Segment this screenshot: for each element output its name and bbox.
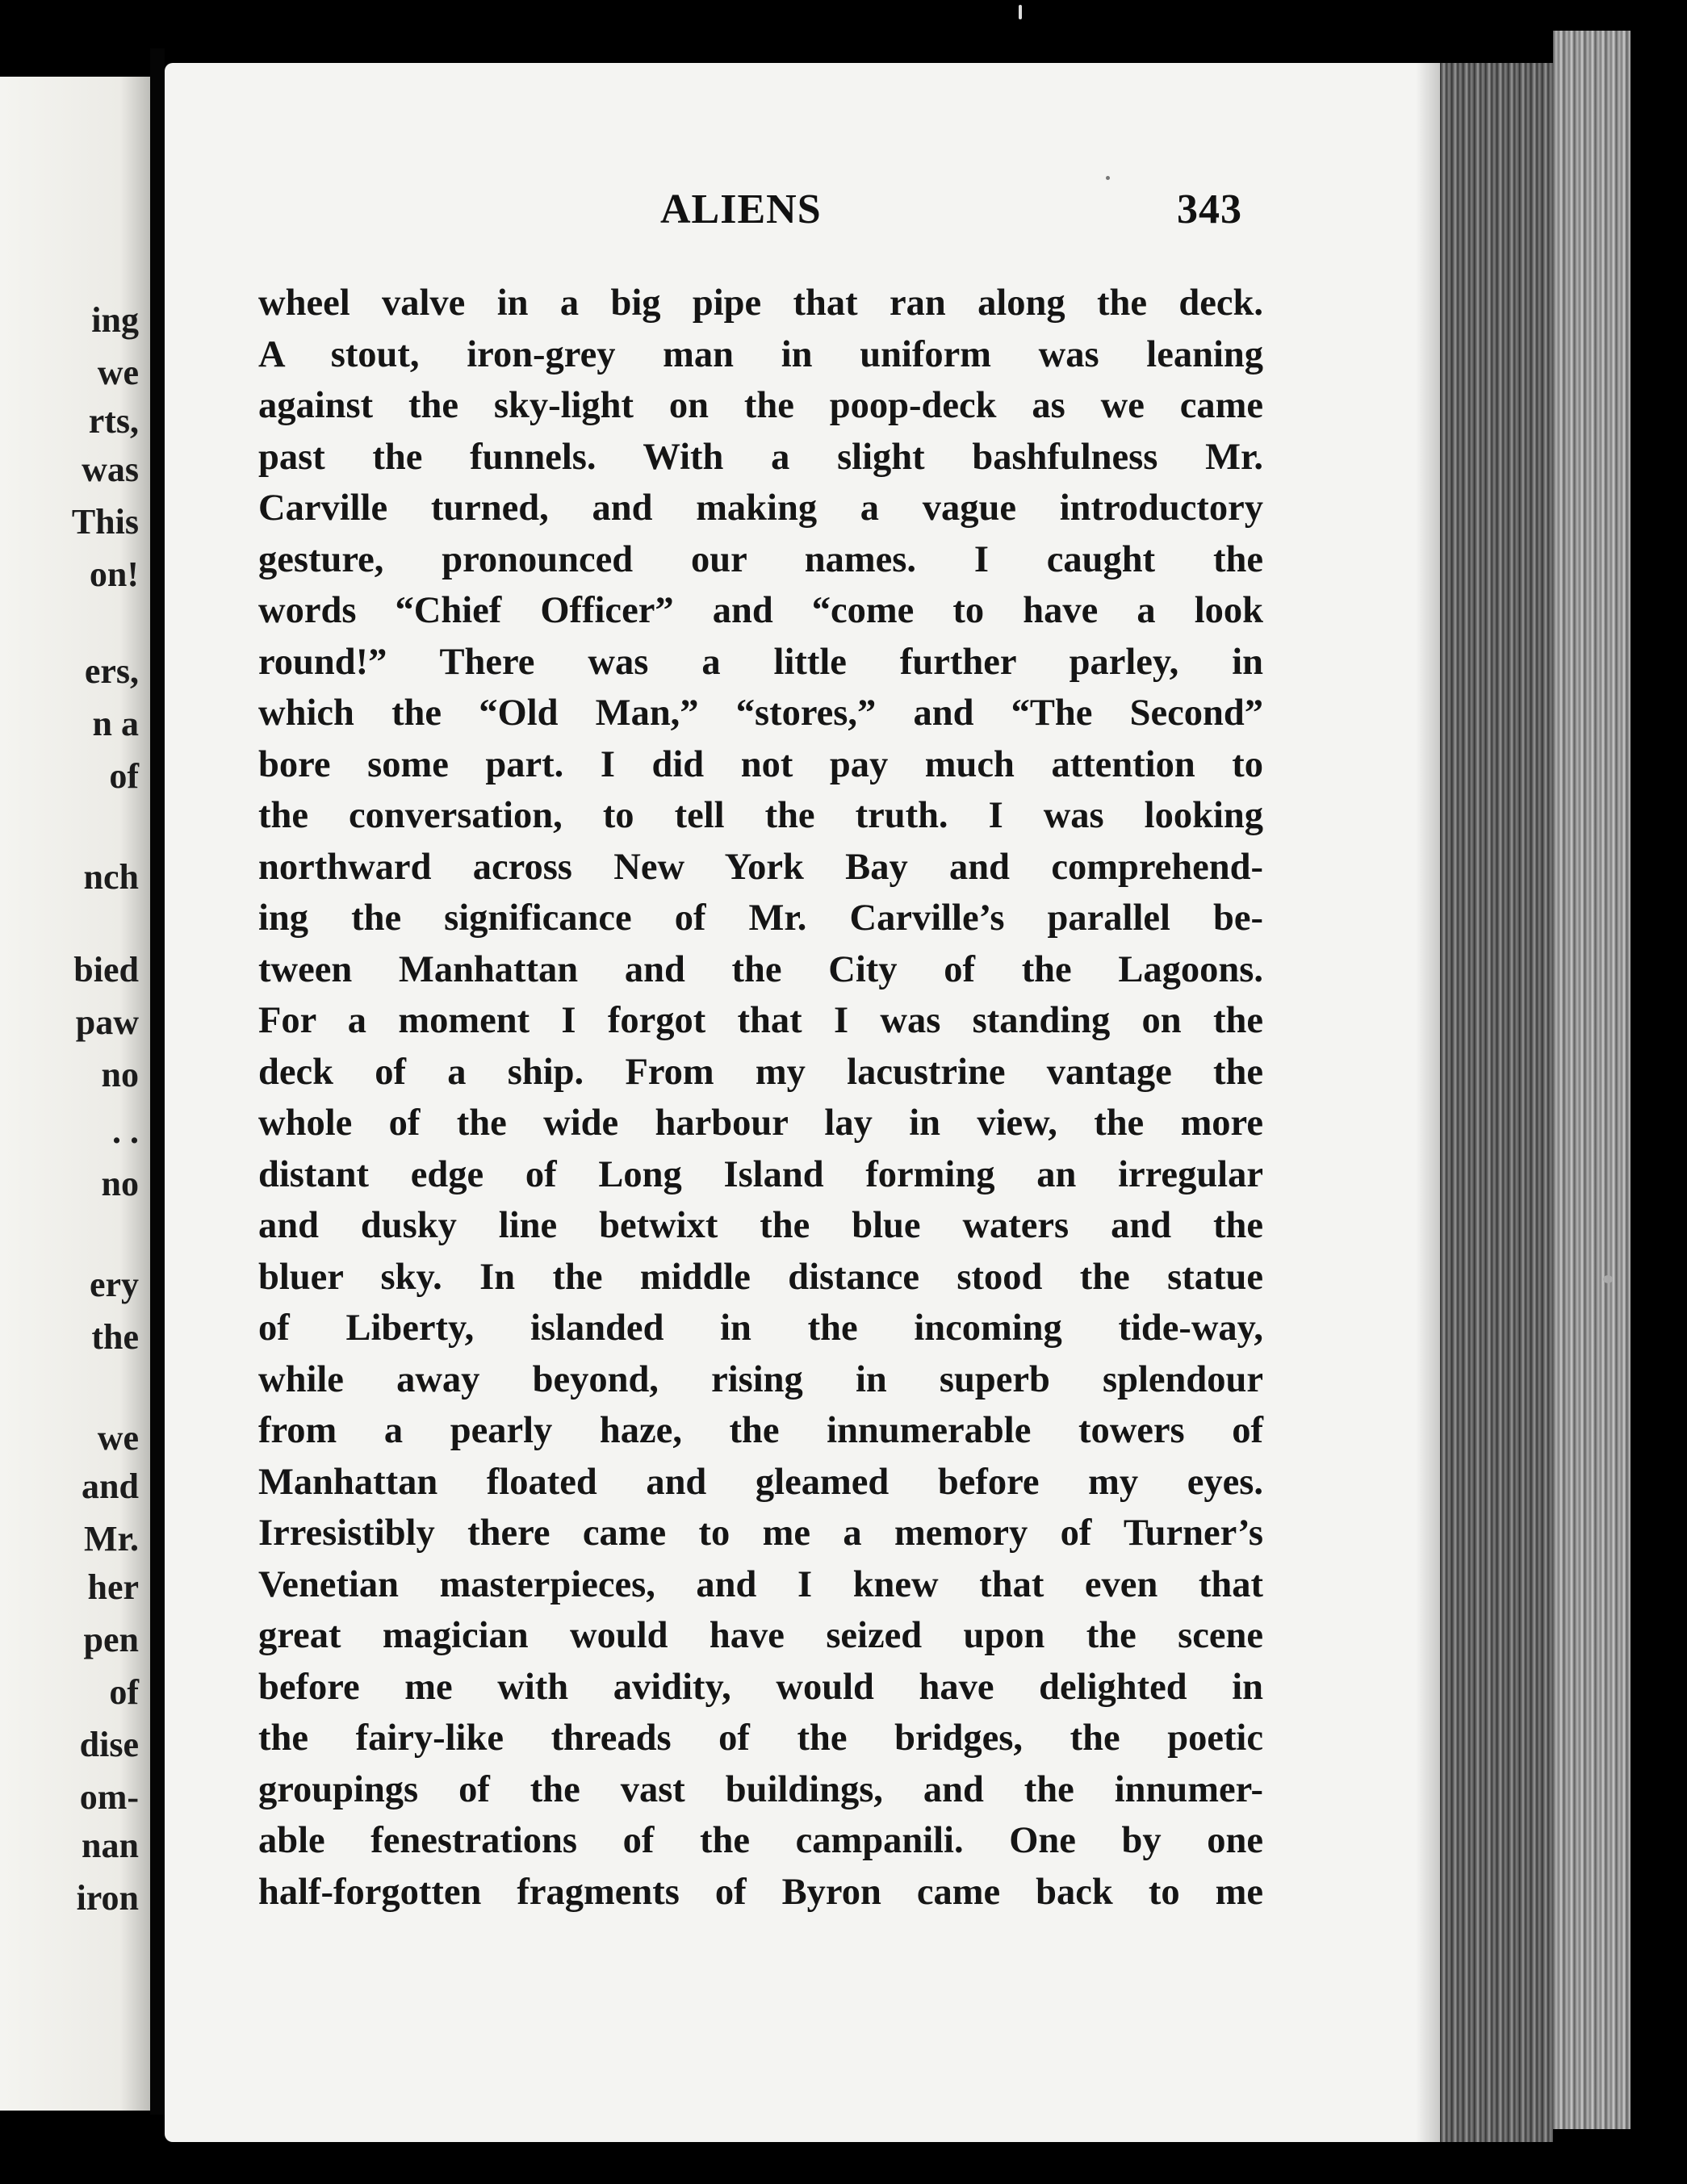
dust-speck xyxy=(1106,176,1110,180)
left-page-fragment: we xyxy=(97,353,139,392)
text-line: able fenestrations of the campanili. One by one xyxy=(258,1820,1263,1861)
text-line: the conversation, to tell the truth. I was looking xyxy=(258,795,1263,836)
left-page-fragment: This xyxy=(71,502,139,542)
left-page xyxy=(0,77,150,2111)
left-page-fragment: dise xyxy=(79,1725,139,1764)
text-line: which the “Old Man,” “stores,” and “The Second” xyxy=(258,692,1263,734)
text-line: past the funnels. With a slight bashfulness Mr. xyxy=(258,436,1263,478)
text-line: gesture, pronounced our names. I caught the xyxy=(258,538,1263,580)
text-line: against the sky-light on the poop-deck as we came xyxy=(258,385,1263,426)
text-line: distant edge of Long Island forming an irregular xyxy=(258,1153,1263,1195)
left-page-fragment: ing xyxy=(91,300,139,340)
text-line: bluer sky. In the middle distance stood the statue xyxy=(258,1256,1263,1298)
running-title: ALIENS xyxy=(660,186,822,232)
left-page-fragment: no xyxy=(101,1055,139,1094)
text-line: Carville turned, and making a vague introductory xyxy=(258,487,1263,529)
running-head xyxy=(494,186,1511,234)
left-page-fragment: ers, xyxy=(84,651,139,691)
text-line: whole of the wide harbour lay in view, the more xyxy=(258,1102,1263,1144)
text-line: round!” There was a little further parley, in xyxy=(258,641,1263,683)
left-page-fragment: om- xyxy=(79,1777,139,1817)
left-page-fragment: paw xyxy=(75,1002,139,1042)
page-stack-edge xyxy=(1440,63,1553,2142)
left-page-fragment: . . xyxy=(112,1111,139,1151)
text-line: groupings of the vast buildings, and the innumer- xyxy=(258,1768,1263,1810)
text-line: of Liberty, islanded in the incoming tide-way, xyxy=(258,1307,1263,1349)
text-line: half-forgotten fragments of Byron came back to me xyxy=(258,1871,1263,1913)
left-page-fragment: no xyxy=(101,1164,139,1203)
dust-speck xyxy=(1603,1275,1613,1283)
left-page-fragment: pen xyxy=(83,1620,139,1659)
left-page-fragment: bied xyxy=(73,950,139,989)
left-page-fragment: ery xyxy=(89,1265,139,1304)
left-page-fragment: of xyxy=(109,1672,139,1712)
left-page-fragment: on! xyxy=(89,554,139,594)
left-page-fragment: and xyxy=(82,1466,139,1506)
left-page-fragment: iron xyxy=(76,1878,139,1918)
text-line: great magician would have seized upon the scene xyxy=(258,1615,1263,1656)
text-line: the fairy-like threads of the bridges, the poetic xyxy=(258,1717,1263,1759)
text-line: bore some part. I did not pay much attention to xyxy=(258,743,1263,785)
text-line: tween Manhattan and the City of the Lagoons. xyxy=(258,948,1263,990)
text-line: For a moment I forgot that I was standing on the xyxy=(258,1000,1263,1041)
text-line: and dusky line betwixt the blue waters and the xyxy=(258,1205,1263,1246)
left-page-fragment: nch xyxy=(83,857,139,897)
left-page-fragment: of xyxy=(109,756,139,796)
text-line: ing the significance of Mr. Carville’s parallel be- xyxy=(258,897,1263,939)
left-page-fragment: nan xyxy=(82,1826,139,1865)
text-line: while away beyond, rising in superb splendour xyxy=(258,1358,1263,1400)
text-line: from a pearly haze, the innumerable towers of xyxy=(258,1410,1263,1451)
left-page-fragment: Mr. xyxy=(83,1519,139,1559)
left-page-fragment: n a xyxy=(92,704,139,743)
left-page-fragment: rts, xyxy=(88,401,139,441)
text-line: before me with avidity, would have delighted in xyxy=(258,1666,1263,1708)
text-line: words “Chief Officer” and “come to have a look xyxy=(258,590,1263,631)
text-line: Manhattan floated and gleamed before my eyes. xyxy=(258,1461,1263,1503)
page-curve-shadow xyxy=(1416,63,1440,2142)
left-page-fragment: we xyxy=(97,1418,139,1458)
page-number: 343 xyxy=(1177,186,1242,232)
text-line: wheel valve in a big pipe that ran along the deck. xyxy=(258,282,1263,324)
left-page-fragment: the xyxy=(91,1317,139,1357)
body-text xyxy=(258,278,1263,1918)
text-line: A stout, iron-grey man in uniform was leaning xyxy=(258,333,1263,375)
left-page-fragment: her xyxy=(87,1567,139,1607)
page-stack-outer-edge xyxy=(1553,31,1630,2129)
left-page-fragment: was xyxy=(82,450,139,489)
book-gutter xyxy=(150,48,165,2115)
dust-speck xyxy=(1019,5,1022,19)
text-line: northward across New York Bay and comprehend- xyxy=(258,846,1263,888)
text-line: Irresistibly there came to me a memory of Turner’s xyxy=(258,1512,1263,1554)
text-line: Venetian masterpieces, and I knew that even that xyxy=(258,1563,1263,1605)
text-line: deck of a ship. From my lacustrine vantage the xyxy=(258,1051,1263,1093)
